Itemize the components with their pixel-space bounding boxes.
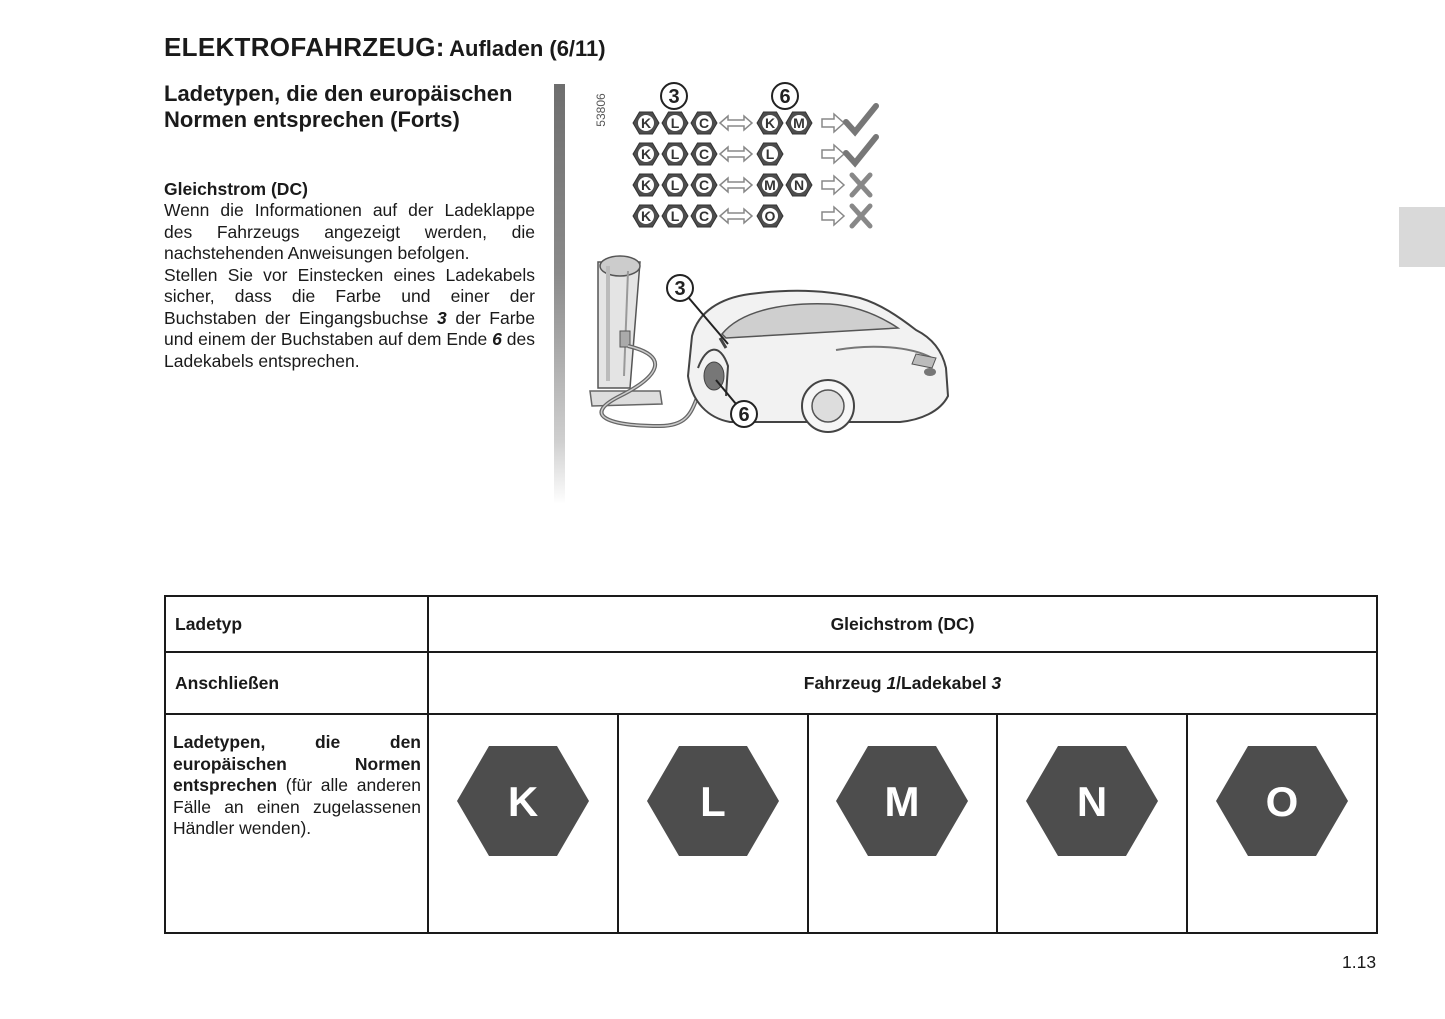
bidirectional-arrow-icon bbox=[720, 147, 752, 161]
hex-k-label: K bbox=[507, 778, 539, 825]
paragraph-2-part-c: des Ladekabels entsprechen. bbox=[164, 329, 535, 371]
bidirectional-arrow-icon bbox=[720, 116, 752, 130]
hexagon-n-icon bbox=[1024, 742, 1160, 860]
figure-hex-letter: K bbox=[640, 146, 652, 162]
connection-ref-3: 3 bbox=[991, 672, 1002, 693]
figure-hex-letter: N bbox=[793, 177, 805, 193]
row-label-anschliessen: Anschließen bbox=[165, 652, 428, 714]
callout-6-top bbox=[772, 83, 798, 109]
figure-hex-letter: O bbox=[764, 208, 776, 224]
hex-cell-m bbox=[808, 714, 998, 933]
checkmark-icon bbox=[846, 106, 876, 132]
paragraph-2-ref-6: 6 bbox=[492, 329, 502, 349]
arrow-right-icon bbox=[822, 207, 844, 225]
chapter-tab bbox=[1399, 207, 1445, 267]
compat-row bbox=[633, 174, 870, 196]
paragraph-2-ref-3: 3 bbox=[437, 307, 447, 328]
page-number: 1.13 bbox=[1342, 952, 1377, 972]
hex-o-label: O bbox=[1265, 778, 1299, 825]
figure-id-label: 53806 bbox=[594, 93, 609, 127]
connection-part-b: /Ladekabel bbox=[896, 672, 992, 693]
arrow-right-icon bbox=[822, 145, 844, 163]
charging-type-table bbox=[164, 595, 1378, 934]
page-title bbox=[164, 32, 606, 63]
section-heading: Gleichstrom (DC) bbox=[164, 179, 308, 199]
compatibility-rows bbox=[633, 106, 876, 227]
compat-row bbox=[633, 205, 870, 227]
figure-hex-letter: M bbox=[793, 115, 805, 131]
body-text bbox=[164, 200, 535, 372]
callout-socket-label: 3 bbox=[674, 278, 686, 300]
table-row bbox=[165, 714, 1377, 933]
paragraph-1: Wenn die Informationen auf der Ladeklappe des Fahrzeugs angezeigt werden, die nachstehenden Anweisungen befolgen. bbox=[164, 200, 535, 263]
paragraph-2-part-b: der Farbe und einem der Buchstaben auf dem Ende bbox=[164, 307, 536, 349]
figure-hex-letter: L bbox=[670, 146, 680, 162]
table-row bbox=[165, 652, 1377, 714]
bidirectional-arrow-icon bbox=[720, 209, 752, 223]
charging-illustration bbox=[580, 76, 960, 446]
hex-cell-k bbox=[428, 714, 618, 933]
row-value-connection bbox=[428, 652, 1377, 714]
figure-hex-letter: C bbox=[698, 115, 710, 131]
normtypes-bold: Ladetypen, die den europäischen Normen entsprechen bbox=[173, 732, 421, 795]
figure-hex-letter: K bbox=[764, 115, 776, 131]
electric-car-icon bbox=[688, 291, 948, 432]
hex-cell-l bbox=[618, 714, 808, 933]
section-divider-bar bbox=[554, 84, 565, 504]
hex-m-label: M bbox=[884, 778, 920, 825]
hexagon-o-icon bbox=[1214, 742, 1350, 860]
figure-hex-letter: C bbox=[698, 177, 710, 193]
compat-row bbox=[633, 137, 876, 165]
row-label-ladetyp: Ladetyp bbox=[165, 596, 428, 652]
connection-part-a: Fahrzeug bbox=[803, 672, 887, 693]
section-subtitle: Ladetypen, die den europäischen Normen entsprechen (Forts) bbox=[164, 81, 513, 132]
callout-3-top bbox=[661, 83, 687, 109]
callout-plug-label: 6 bbox=[738, 404, 750, 426]
figure-hex-letter: K bbox=[640, 208, 652, 224]
compat-row bbox=[633, 106, 876, 134]
row-label-normtypes bbox=[165, 714, 428, 933]
checkmark-icon bbox=[846, 137, 876, 163]
figure-hex-letter: M bbox=[764, 177, 776, 193]
page-title-main: ELEKTROFAHRZEUG: bbox=[164, 32, 445, 62]
figure-hex-letter: K bbox=[640, 115, 652, 131]
figure-hex-letter: C bbox=[698, 146, 710, 162]
figure-hex-letter: L bbox=[765, 146, 775, 162]
figure-hex-letter: C bbox=[698, 208, 710, 224]
figure-hex-letter: L bbox=[670, 115, 680, 131]
arrow-right-icon bbox=[822, 114, 844, 132]
cross-icon bbox=[852, 175, 870, 195]
hex-cell-n bbox=[997, 714, 1187, 933]
figure-hex-letter: L bbox=[670, 177, 680, 193]
paragraph-2-part-a: Stellen Sie vor Einstecken eines Ladekabels sicher, dass die Farbe und einer der Buchstaben der Eingangsbuchse bbox=[164, 264, 535, 328]
arrow-right-icon bbox=[822, 176, 844, 194]
hexagon-m-icon bbox=[834, 742, 970, 860]
figure-hex-letter: K bbox=[640, 177, 652, 193]
hex-l-label: L bbox=[699, 778, 726, 825]
paragraph-2 bbox=[164, 265, 535, 373]
connection-ref-1: 1 bbox=[886, 672, 897, 693]
hexagon-k-icon bbox=[455, 742, 591, 860]
bidirectional-arrow-icon bbox=[720, 178, 752, 192]
callout-6-top-label: 6 bbox=[779, 86, 791, 108]
hex-n-label: N bbox=[1077, 778, 1108, 825]
table-row bbox=[165, 596, 1377, 652]
hex-cell-o bbox=[1187, 714, 1377, 933]
callout-3-top-label: 3 bbox=[668, 86, 680, 108]
figure-hex-letter: L bbox=[670, 208, 680, 224]
cross-icon bbox=[852, 206, 870, 226]
hexagon-l-icon bbox=[645, 742, 781, 860]
row-value-gleichstrom: Gleichstrom (DC) bbox=[428, 596, 1377, 652]
normtypes-normal: (für alle anderen Fälle an einen zugelassenen Händler wenden). bbox=[173, 775, 421, 838]
page-title-sub: Aufladen (6/11) bbox=[449, 36, 606, 61]
